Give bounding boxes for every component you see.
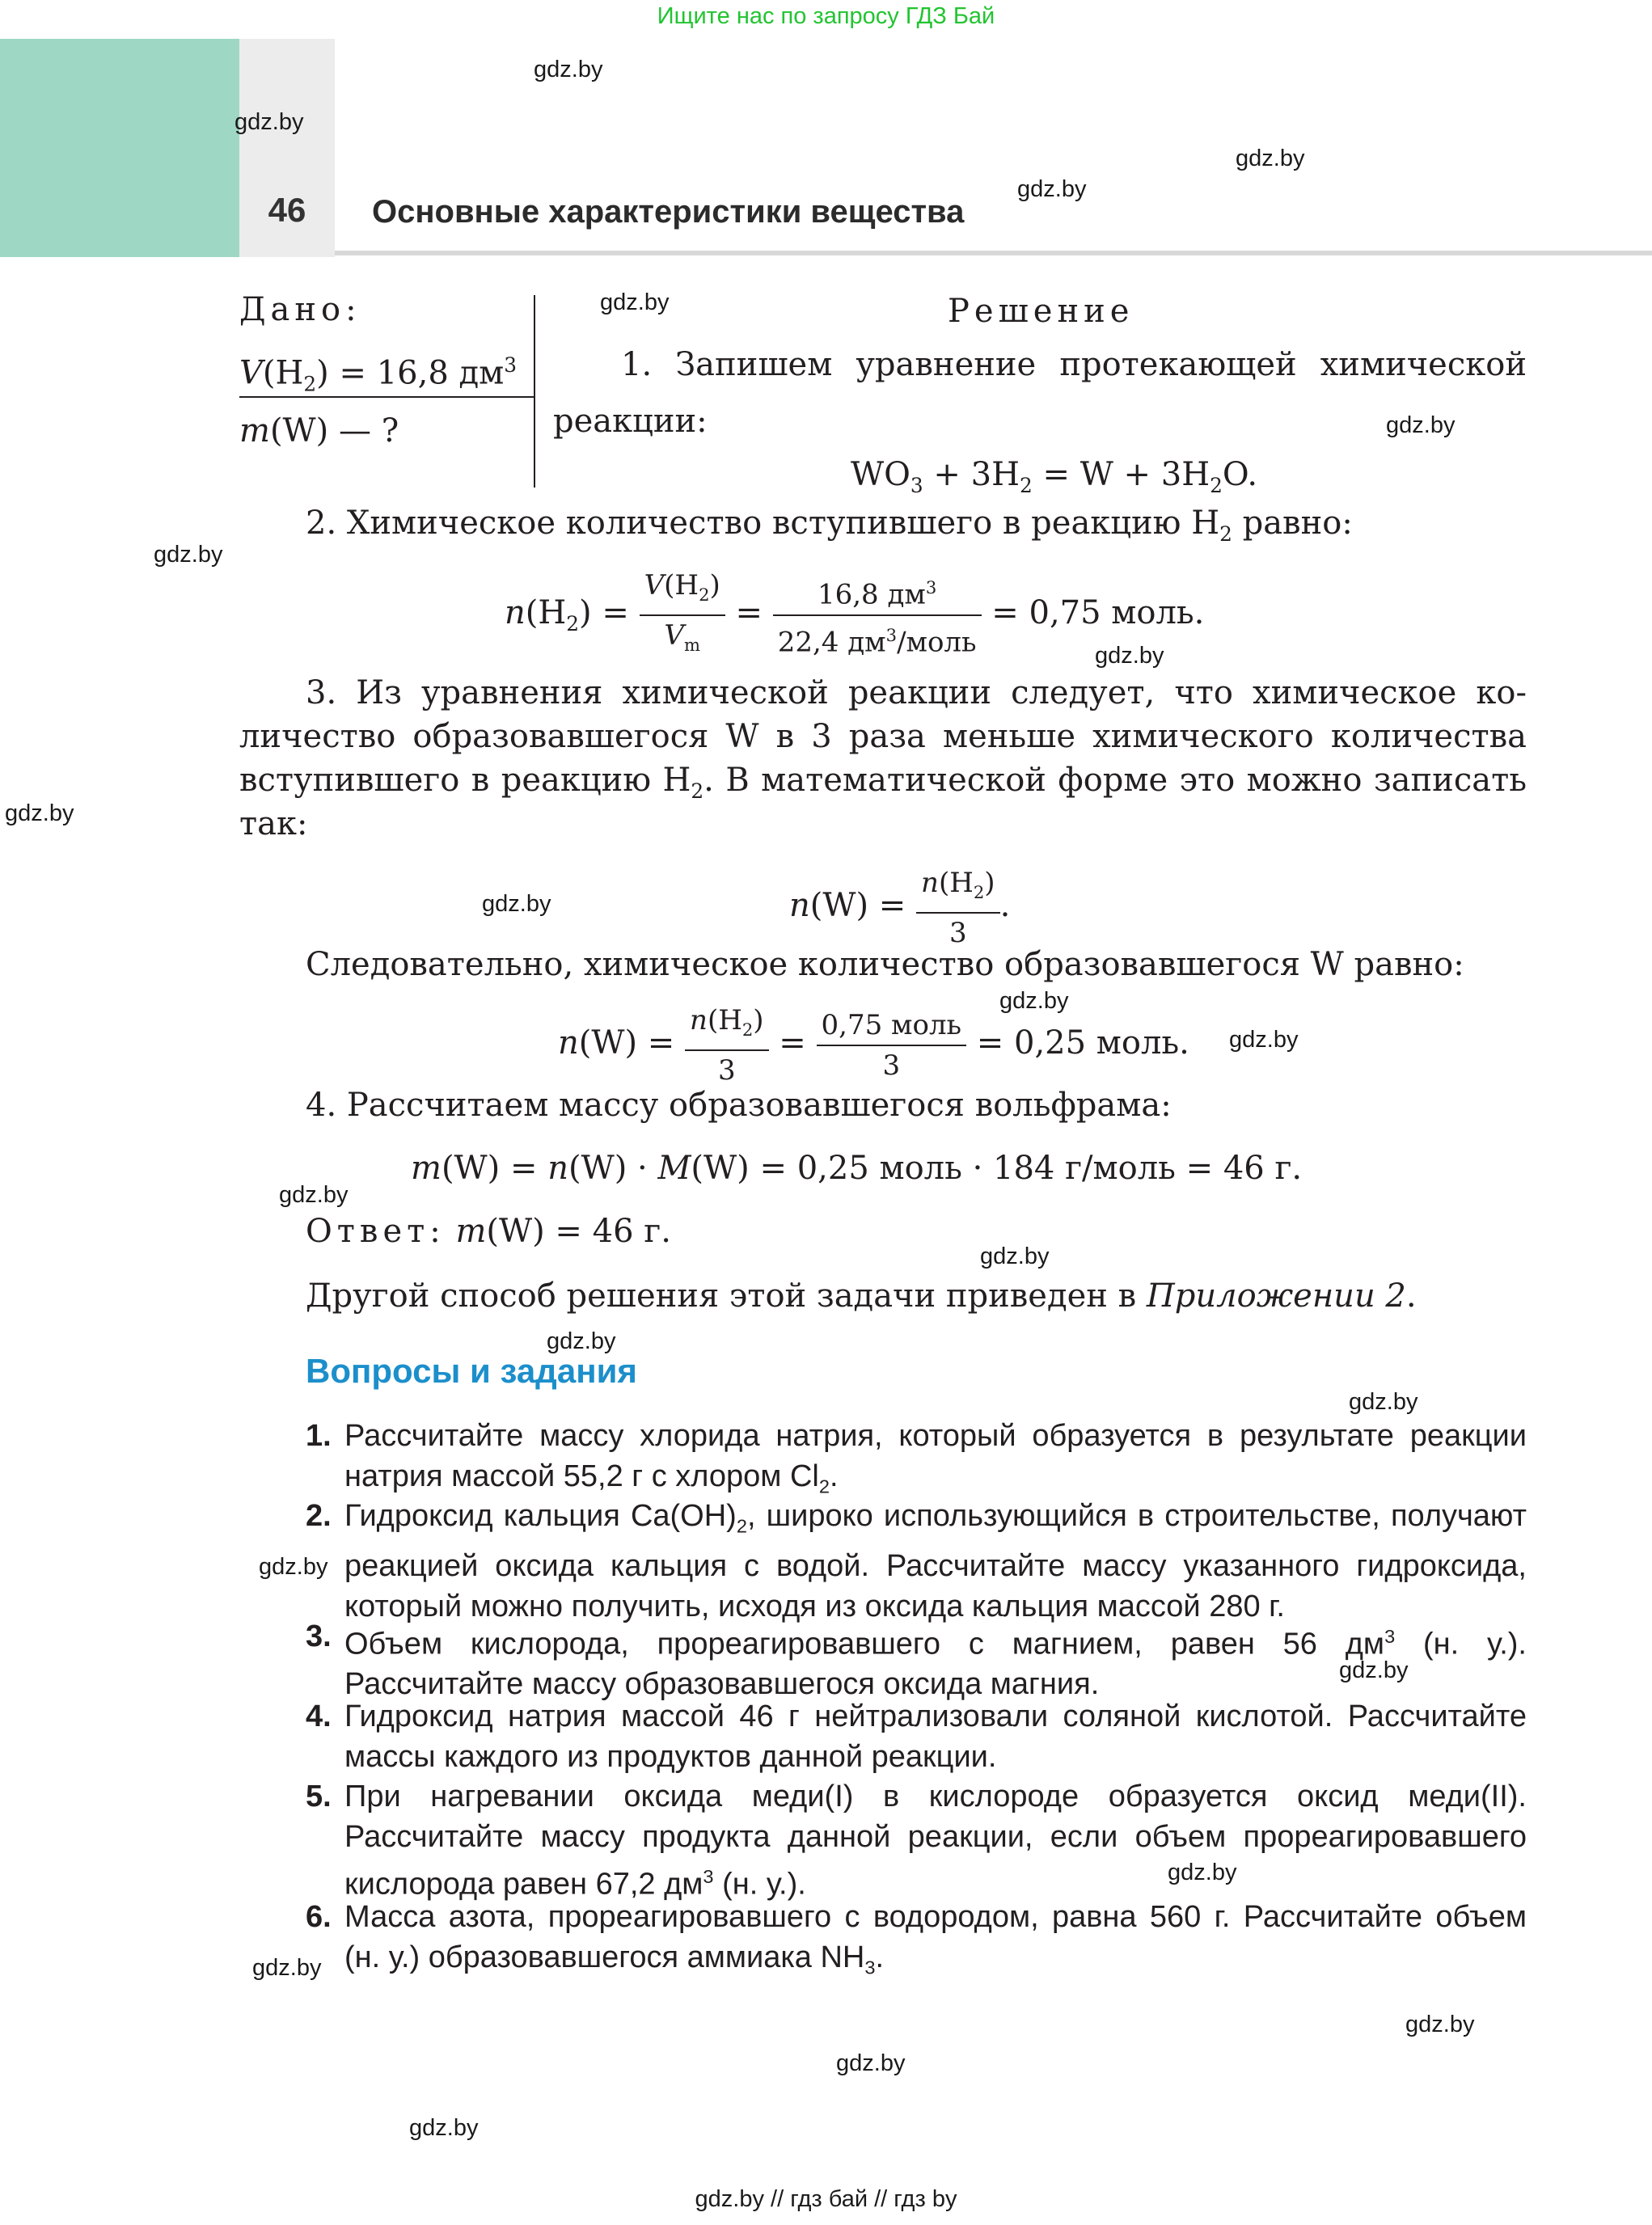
step3-line2: личество образовавшегося W в 3 раза меньше химического количества	[239, 718, 1527, 755]
watermark: gdz.by	[1339, 1657, 1409, 1683]
watermark: gdz.by	[1017, 176, 1087, 202]
watermark: gdz.by	[1236, 146, 1305, 171]
watermark: gdz.by	[1349, 1389, 1418, 1415]
answer: Ответ: m(W) = 46 г.	[306, 1213, 671, 1250]
watermark: gdz.by	[980, 1243, 1050, 1269]
question-number: 3.	[306, 1619, 332, 1653]
given-find: m(W) — ?	[239, 412, 399, 450]
watermark: gdz.by	[482, 891, 551, 917]
watermark: gdz.by	[234, 109, 304, 135]
watermark: gdz.by	[836, 2050, 906, 2076]
question-number: 4.	[306, 1699, 332, 1733]
watermark: gdz.by	[279, 1182, 349, 1208]
appendix-reference: Приложении 2	[1146, 1277, 1406, 1315]
watermark: gdz.by	[5, 800, 74, 826]
question-item: 5. При нагревании оксида меди(I) в кислороде образуется оксид меди(II). Рассчитайте массу продукта данной реакции, если объем прореагировавшего кислорода равен 67,2 $дм^3$ (н. у.).	[306, 1777, 1527, 1905]
footer-links[interactable]: gdz.by // гдз бай // гдз by	[695, 2186, 957, 2212]
watermark: gdz.by	[1095, 643, 1164, 669]
step3-line3: вступившего в реакцию $H_2$. В математической форме это можно записать	[239, 762, 1527, 803]
step1-line2: реакции:	[553, 403, 708, 440]
top-banner[interactable]: Ищите нас по запросу ГДЗ Бай	[657, 3, 995, 29]
question-item: 3. Объем кислорода, прореагировавшего с магнием, равен 56 $дм^3$ (н. у.). Рассчитайте массу образовавшегося оксида магния.	[306, 1617, 1527, 1705]
reaction-equation: $WO_3 + 3H_2 = W + 3H_2O$.	[851, 456, 1258, 497]
question-item: 2. Гидроксид кальция $Ca(OH)_2$, широко использующийся в строительстве, получают реакцией оксида кальция с водой. Рассчитайте массу указанного гидроксида, который можно получить, исходя из оксида кальция массой 280 г.	[306, 1497, 1527, 1627]
question-item: 4. Гидроксид натрия массой 46 г нейтрализовали соляной кислотой. Рассчитайте массы каждого из продуктов данной реакции.	[306, 1697, 1527, 1777]
given-label: Дано:	[239, 291, 361, 328]
watermark: gdz.by	[1168, 1860, 1237, 1885]
solution-heading: Решение	[948, 293, 1134, 330]
header-accent-block	[0, 39, 239, 257]
therefore-text: Следовательно, химическое количество образовавшегося W равно:	[306, 946, 1464, 983]
given-divider-vertical	[534, 295, 535, 488]
step4-text: 4. Рассчитаем массу образовавшегося вольфрама:	[306, 1087, 1172, 1124]
watermark: gdz.by	[1405, 2012, 1475, 2037]
step1-line1: 1. Запишем уравнение протекающей химической	[621, 346, 1527, 383]
step2-formula: $n(H_2)$ = $\frac{V(H_2)}{V_m}$ = $\frac{16,8 дм^3}{22,4 дм^3/моль}$ = 0,75 моль.	[505, 566, 1204, 665]
step3-formula: n(W) = $\frac{n(H_2)}{3}$ .	[789, 863, 1010, 952]
given-volume: $V(H_2) = 16,8$ $дм^3$	[239, 353, 518, 396]
section-title: Основные характеристики вещества	[372, 194, 965, 230]
watermark: gdz.by	[409, 2115, 479, 2141]
page-number: 46	[268, 191, 306, 229]
watermark: gdz.by	[259, 1554, 328, 1580]
step4-formula: m(W) = n(W) · M(W) = 0,25 моль · 184 г/моль = 46 г.	[411, 1150, 1303, 1187]
watermark: gdz.by	[534, 57, 603, 82]
calc-formula: n(W) = $\frac{n(H_2)}{3}$ = $\frac{\text{0,75 моль}}{3}$ = 0,25 моль.	[558, 1001, 1189, 1090]
step3-line1: 3. Из уравнения химической реакции следует, что химическое ко-	[306, 674, 1527, 711]
watermark: gdz.by	[252, 1955, 322, 1981]
header-rule	[335, 251, 1652, 255]
question-number: 1.	[306, 1419, 332, 1453]
question-number: 6.	[306, 1900, 332, 1934]
questions-heading: Вопросы и задания	[306, 1352, 637, 1390]
alternative-solution-note: Другой способ решения этой задачи приведен в Приложении 2.	[306, 1277, 1417, 1315]
fraction-v-over-vm: $\frac{V(H_2)}{V_m}$	[640, 566, 725, 665]
step3-line4: так:	[239, 805, 308, 842]
watermark: gdz.by	[999, 988, 1069, 1014]
watermark: gdz.by	[547, 1328, 616, 1354]
fraction-volume-over-molar-volume: $\frac{16,8 дм^3}{22,4 дм^3/моль}$	[773, 568, 982, 661]
question-number: 2.	[306, 1499, 332, 1533]
fraction-nh2-over-3: $\frac{n(H_2)}{3}$	[916, 863, 1000, 952]
question-item: 1. Рассчитайте массу хлорида натрия, который образуется в результате реакции натрия массой 55,2 г с хлором $Cl_2$.	[306, 1416, 1527, 1507]
watermark: gdz.by	[600, 289, 670, 315]
question-number: 5.	[306, 1780, 332, 1813]
fraction-075-over-3: $\frac{\text{0,75 моль}}{3}$	[817, 1006, 967, 1085]
question-item: 6. Масса азота, прореагировавшего с водородом, равна 560 г. Рассчитайте объем (н. у.) образовавшегося аммиака $NH_3$.	[306, 1898, 1527, 1988]
watermark: gdz.by	[1386, 412, 1456, 438]
watermark: gdz.by	[154, 542, 223, 568]
fraction-nh2-over-3: $\frac{n(H_2)}{3}$	[685, 1001, 769, 1090]
watermark: gdz.by	[1229, 1027, 1299, 1053]
step2-text: 2. Химическое количество вступившего в реакцию $H_2$ равно:	[306, 505, 1353, 546]
